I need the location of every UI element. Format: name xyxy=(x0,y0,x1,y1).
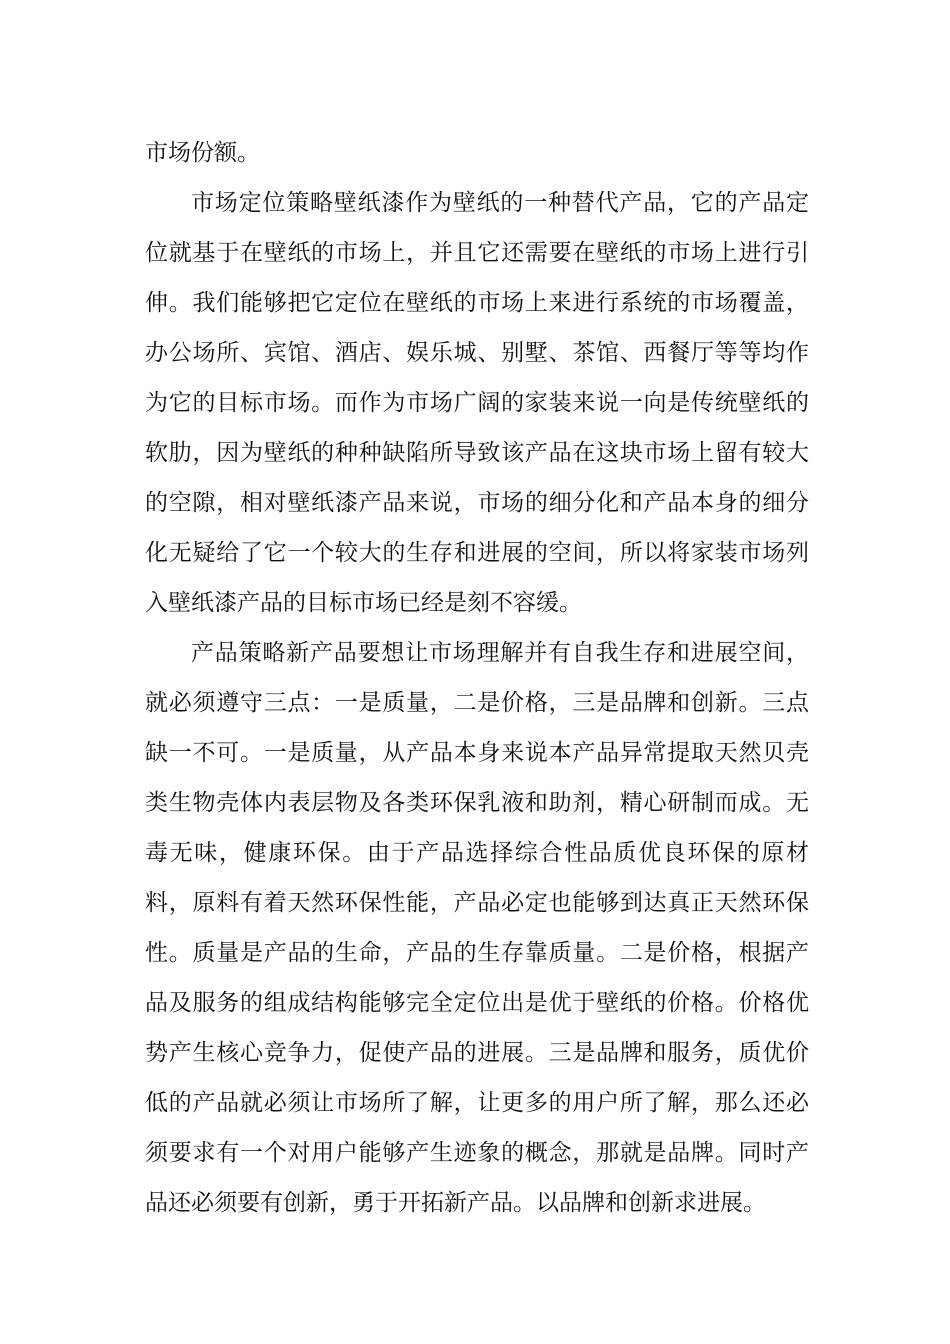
paragraph-product-strategy: 产品策略新产品要想让市场理解并有自我生存和进展空间，就必须遵守三点：一是质量，二是价格，三是品牌和创新。三点缺一不可。一是质量，从产品本身来说本产品异常提取天然贝壳类生物壳体内表层物及各类环保乳液和助剂，精心研制而成。无毒无味，健康环保。由于产品选择综合性品质优良环保的原材料，原料有着天然环保性能，产品必定也能够到达真正天然环保性。质量是产品的生命，产品的生存靠质量。二是价格，根据产品及服务的组成结构能够完全定位出是优于壁纸的价格。价格优势产生核心竞争力，促使产品的进展。三是品牌和服务，质优价低的产品就必须让市场所了解，让更多的用户所了解，那么还必须要求有一个对用户能够产生迹象的概念，那就是品牌。同时产品还必须要有创新，勇于开拓新产品。以品牌和创新求进展。 xyxy=(145,640,809,1216)
document-body xyxy=(145,128,809,1228)
paragraph-continuation: 市场份额。 xyxy=(145,140,260,166)
paragraph-market-positioning: 市场定位策略壁纸漆作为壁纸的一种替代产品，它的产品定位就基于在壁纸的市场上，并且它还需要在壁纸的市场上进行引伸。我们能够把它定位在壁纸的市场上来进行系统的市场覆盖，办公场所、宾馆、酒店、娱乐城、别墅、茶馆、西餐厅等等均作为它的目标市场。而作为市场广阔的家装来说一向是传统壁纸的软肋，因为壁纸的种种缺陷所导致该产品在这块市场上留有较大的空隙，相对壁纸漆产品来说，市场的细分化和产品本身的细分化无疑给了它一个较大的生存和进展的空间，所以将家装市场列入壁纸漆产品的目标市场已经是刻不容缓。 xyxy=(145,190,809,616)
